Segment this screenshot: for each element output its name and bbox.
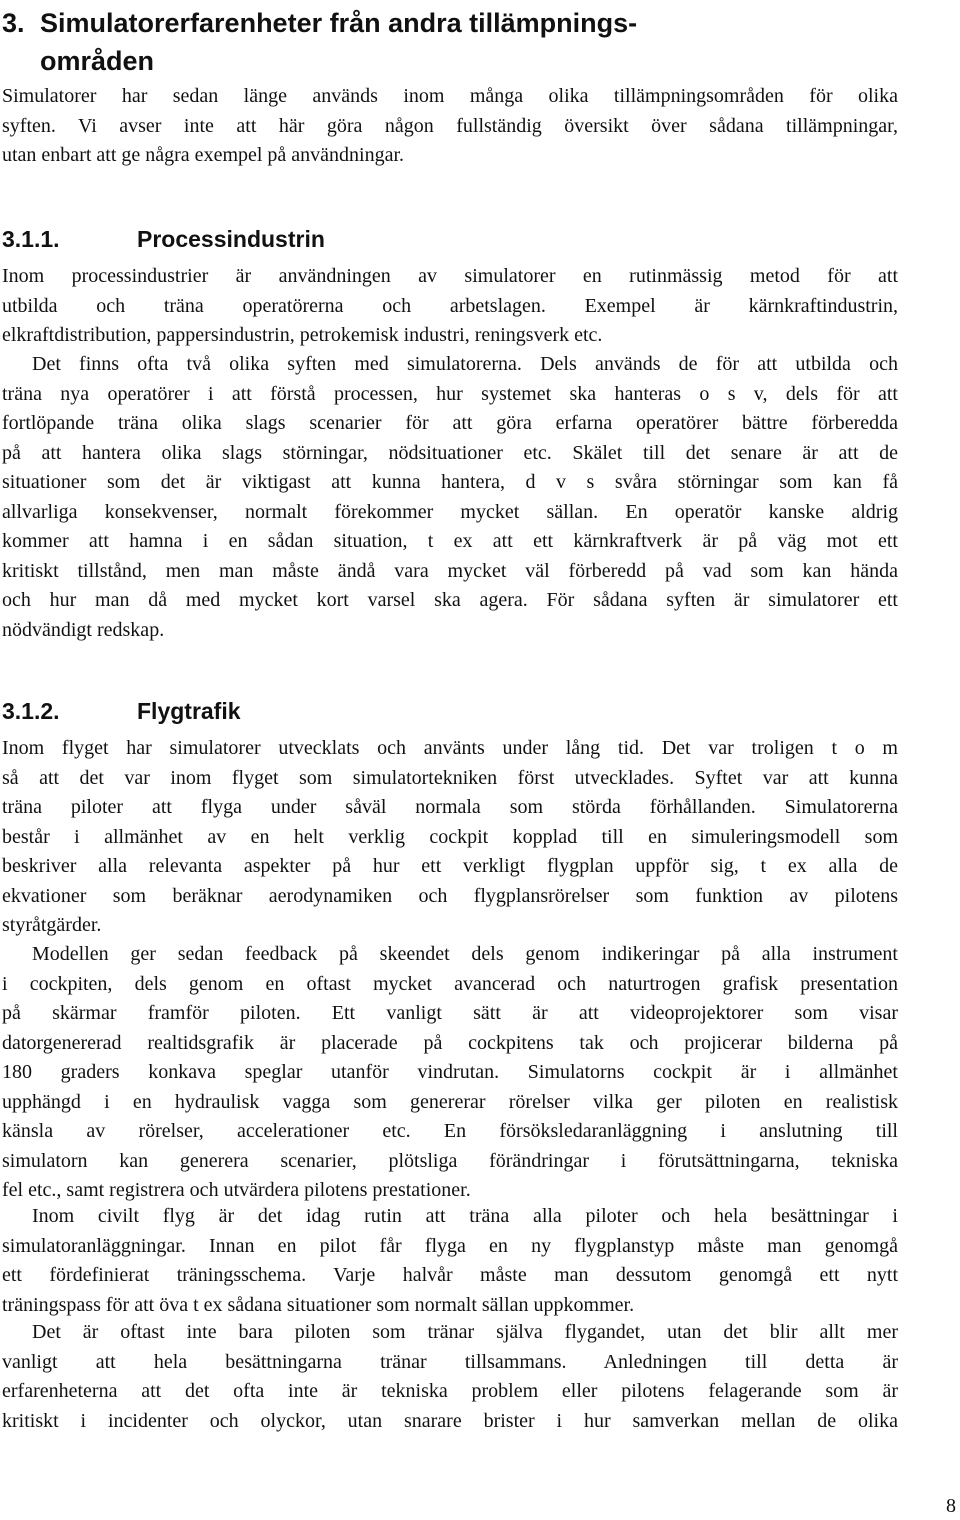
text-line: träna nya operatörer i att förstå processen, hur systemet ska hanteras o s v, dels för att xyxy=(2,382,898,405)
flight-paragraph-1 xyxy=(2,734,898,941)
section-heading-311 xyxy=(2,224,325,254)
text-line: träna piloter att flyga under såväl normala som störda förhållanden. Simulatorerna xyxy=(2,796,898,818)
flight-paragraph-4 xyxy=(2,1318,898,1436)
text-line: och hur man då med mycket kort varsel ska agera. För sådana syften är simulatorer ett xyxy=(2,589,898,611)
text-line: Det finns ofta två olika syften med simulatorerna. Dels används de för att utbilda och xyxy=(32,353,898,375)
flight-paragraph-3 xyxy=(2,1202,898,1320)
text-line: Inom civilt flyg är det idag rutin att träna alla piloter och hela besättningar i xyxy=(32,1205,898,1227)
text-line: simulatoranläggningar. Innan en pilot får flyga en ny flygplanstyp måste man genomgå xyxy=(2,1234,898,1257)
text-line: situationer som det är viktigast att kunna hantera, d v s svåra störningar som kan få xyxy=(2,471,898,493)
text-line: utbilda och träna operatörerna och arbetslagen. Exempel är kärnkraftindustrin, xyxy=(2,294,898,317)
text-line: simulatorn kan generera scenarier, plötsliga förändringar i förutsättningarna, tekniska xyxy=(2,1149,898,1172)
text-line: Simulatorer har sedan länge används inom många olika tillämpningsområden för olika xyxy=(2,85,898,107)
text-line: kommer att hamna i en sådan situation, t ex att ett kärnkraftverk är på väg mot ett xyxy=(2,530,898,552)
text-line: vanligt att hela besättningarna tränar tillsammans. Anledningen till detta är xyxy=(2,1350,898,1373)
section-title: Flygtrafik xyxy=(137,698,241,724)
text-line: nödvändigt redskap. xyxy=(2,618,165,641)
text-line: ett fördefinierat träningsschema. Varje halvår måste man dessutom genomgå ett nytt xyxy=(2,1264,898,1286)
text-line: fortlöpande träna olika slags scenarier för att göra erfarna operatörer bättre förberedda xyxy=(2,412,898,434)
text-line: träningspass för att öva t ex sådana situationer som normalt sällan uppkommer. xyxy=(2,1293,635,1316)
text-line: på att hantera olika slags störningar, nödsituationer etc. Skälet till det senare är att de xyxy=(2,441,898,464)
text-line: Inom processindustrier är användningen av simulatorer en rutinmässig metod för att xyxy=(2,265,898,287)
text-line: kritiskt tillstånd, men man måste ändå vara mycket väl förberedd på vad som kan hända xyxy=(2,559,898,582)
text-line: kritiskt i incidenter och olyckor, utan snarare brister i hur samverkan mellan de olika xyxy=(2,1409,898,1432)
process-paragraph-1 xyxy=(2,262,898,351)
text-line: styråtgärder. xyxy=(2,914,102,936)
text-line: Inom flyget har simulatorer utvecklats och använts under lång tid. Det var troligen t o m xyxy=(2,737,898,759)
text-line: Modellen ger sedan feedback på skeendet dels genom indikeringar på alla instrument xyxy=(32,943,898,965)
text-line: syften. Vi avser inte att här göra någon fullständig översikt över sådana tillämpningar, xyxy=(2,114,898,137)
chapter-title-line1: Simulatorerfarenheter från andra tillämpnings- xyxy=(40,8,638,38)
text-line: på skärmar framför piloten. Ett vanligt sätt är att videoprojektorer som visar xyxy=(2,1002,898,1024)
process-paragraph-2 xyxy=(2,350,898,645)
text-line: erfarenheterna att det ofta inte är tekniska problem eller pilotens felagerande som är xyxy=(2,1380,898,1402)
chapter-number: 3. xyxy=(2,8,25,38)
intro-paragraph xyxy=(2,82,898,171)
text-line: datorgenererad realtidsgrafik är placerade på cockpitens tak och projicerar bilderna på xyxy=(2,1031,898,1054)
text-line: så att det var inom flyget som simulatortekniken först utvecklades. Syftet var att kunna xyxy=(2,766,898,789)
section-number: 3.1.2. xyxy=(2,698,60,724)
text-line: beskriver alla relevanta aspekter på hur ett verkligt flygplan uppför sig, t ex alla de xyxy=(2,855,898,877)
text-line: fel etc., samt registrera och utvärdera pilotens prestationer. xyxy=(2,1179,471,1201)
section-heading-312 xyxy=(2,696,241,726)
text-line: allvarliga konsekvenser, normalt förekommer mycket sällan. En operatör kanske aldrig xyxy=(2,500,898,523)
section-title: Processindustrin xyxy=(137,226,325,252)
text-line: utan enbart att ge några exempel på användningar. xyxy=(2,144,405,166)
text-line: består i allmänhet av en helt verklig cockpit kopplad till en simuleringsmodell som xyxy=(2,825,898,848)
chapter-title-line2: områden xyxy=(40,46,155,76)
text-line: känsla av rörelser, accelerationer etc. En försöksledaranläggning i anslutning till xyxy=(2,1120,898,1142)
text-line: upphängd i en hydraulisk vagga som genererar rörelser vilka ger piloten en realistisk xyxy=(2,1090,898,1113)
page-number: 8 xyxy=(946,1495,956,1517)
section-number: 3.1.1. xyxy=(2,226,60,252)
text-line: elkraftdistribution, pappersindustrin, petrokemisk industri, reningsverk etc. xyxy=(2,324,603,346)
text-line: i cockpiten, dels genom en oftast mycket avancerad och naturtrogen grafisk presentation xyxy=(2,972,898,995)
flight-paragraph-2 xyxy=(2,940,898,1206)
text-line: ekvationer som beräknar aerodynamiken och flygplansrörelser som funktion av pilotens xyxy=(2,884,898,907)
chapter-heading xyxy=(2,4,942,80)
text-line: 180 graders konkava speglar utanför vindrutan. Simulatorns cockpit är i allmänhet xyxy=(2,1061,898,1083)
text-line: Det är oftast inte bara piloten som tränar själva flygandet, utan det blir allt mer xyxy=(32,1321,898,1343)
